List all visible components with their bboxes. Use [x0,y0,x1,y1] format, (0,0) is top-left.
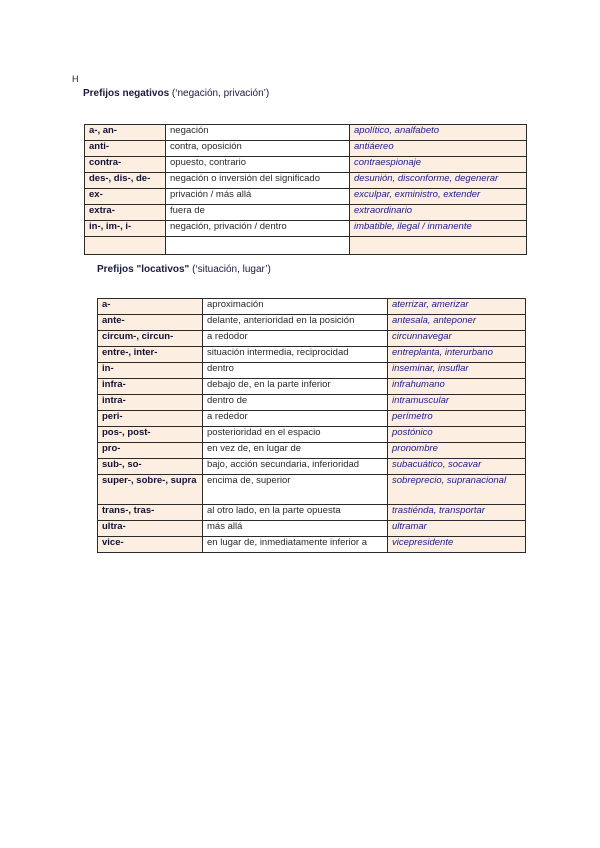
examples-cell: exculpar, exministro, extender [350,189,527,205]
examples-cell: aterrizar, amerizar [388,299,526,315]
prefix-cell: pro- [98,443,203,459]
examples-cell: subacuático, socavar [388,459,526,475]
examples-cell: vicepresidente [388,537,526,553]
table-row [98,443,526,459]
table-row [98,347,526,363]
examples-cell: inseminar, insuflar [388,363,526,379]
examples-cell: sobreprecio, supranacional [388,475,526,505]
examples-cell: extraordinario [350,205,527,221]
prefix-cell: ex- [85,189,166,205]
meaning-cell: al otro lado, en la parte opuesta [203,505,388,521]
prefix-cell: a- [98,299,203,315]
examples-cell: trastiénda, transportar [388,505,526,521]
table-row [98,537,526,553]
meaning-cell: más allá [203,521,388,537]
examples-cell: imbatible, ilegal / inmanente [350,221,527,237]
table-row [98,427,526,443]
page-marker: H [72,74,79,84]
table-row [85,189,527,205]
examples-cell: circunnavegar [388,331,526,347]
examples-cell: contraespionaje [350,157,527,173]
section-title-negative-bold: Prefijos negativos [83,88,170,99]
examples-cell: pronombre [388,443,526,459]
meaning-cell: negación, privación / dentro [166,221,350,237]
negative-prefixes-table [84,124,527,255]
table-row-empty [85,237,527,255]
section-title-negative [83,88,269,99]
meaning-cell: situación intermedia, reciprocidad [203,347,388,363]
prefix-cell [85,237,166,255]
section-title-locative [97,264,271,275]
table-row [98,299,526,315]
prefix-cell: trans-, tras- [98,505,203,521]
meaning-cell: negación o inversión del significado [166,173,350,189]
prefix-cell: anti- [85,141,166,157]
table-row [85,125,527,141]
table-row [98,395,526,411]
prefix-cell: ultra- [98,521,203,537]
examples-cell: intramuscular [388,395,526,411]
section-title-negative-rest: (‘negación, privación’) [169,88,270,99]
meaning-cell: en vez de, en lugar de [203,443,388,459]
meaning-cell: debajo de, en la parte inferior [203,379,388,395]
meaning-cell: dentro de [203,395,388,411]
prefix-cell: sub-, so- [98,459,203,475]
prefix-cell: des-, dis-, de- [85,173,166,189]
meaning-cell: posterioridad en el espacio [203,427,388,443]
table-row [98,331,526,347]
examples-cell: antiáereo [350,141,527,157]
examples-cell: infrahumano [388,379,526,395]
meaning-cell: dentro [203,363,388,379]
meaning-cell: opuesto, contrario [166,157,350,173]
meaning-cell: privación / más allá [166,189,350,205]
examples-cell: perímetro [388,411,526,427]
table-row [98,505,526,521]
prefix-cell: vice- [98,537,203,553]
locative-prefixes-table [97,298,526,553]
meaning-cell: fuera de [166,205,350,221]
prefix-cell: ante- [98,315,203,331]
prefix-cell: pos-, post- [98,427,203,443]
examples-cell [350,237,527,255]
examples-cell: ultramar [388,521,526,537]
prefix-cell: extra- [85,205,166,221]
section-title-locative-bold: Prefijos "locativos" [97,264,190,275]
meaning-cell: negación [166,125,350,141]
table-row [98,363,526,379]
table-row [98,475,526,505]
prefix-cell: peri- [98,411,203,427]
examples-cell: antesala, anteponer [388,315,526,331]
prefix-cell: contra- [85,157,166,173]
prefix-cell: in-, im-, i- [85,221,166,237]
meaning-cell: a redodor [203,331,388,347]
meaning-cell: encima de, superior [203,475,388,505]
prefix-cell: super-, sobre-, supra [98,475,203,505]
examples-cell: desunión, disconforme, degenerar [350,173,527,189]
table-row [98,411,526,427]
meaning-cell: delante, anterioridad en la posición [203,315,388,331]
table-row [85,157,527,173]
section-title-locative-rest: (‘situación, lugar’) [189,264,271,275]
meaning-cell [166,237,350,255]
meaning-cell: en lugar de, inmediatamente inferior a [203,537,388,553]
prefix-cell: intra- [98,395,203,411]
examples-cell: postónico [388,427,526,443]
table-row [85,141,527,157]
prefix-cell: circum-, circun- [98,331,203,347]
examples-cell: entreplanta, interurbano [388,347,526,363]
examples-cell: apolítico, analfabeto [350,125,527,141]
prefix-cell: a-, an- [85,125,166,141]
meaning-cell: contra, oposición [166,141,350,157]
prefix-cell: entre-, inter- [98,347,203,363]
table-row [85,205,527,221]
meaning-cell: bajo, acción secundaria, inferioridad [203,459,388,475]
meaning-cell: a rededor [203,411,388,427]
table-row [85,173,527,189]
table-row [85,221,527,237]
table-row [98,379,526,395]
prefix-cell: in- [98,363,203,379]
table-row [98,459,526,475]
prefix-cell: infra- [98,379,203,395]
table-row [98,315,526,331]
meaning-cell: aproximación [203,299,388,315]
table-row [98,521,526,537]
